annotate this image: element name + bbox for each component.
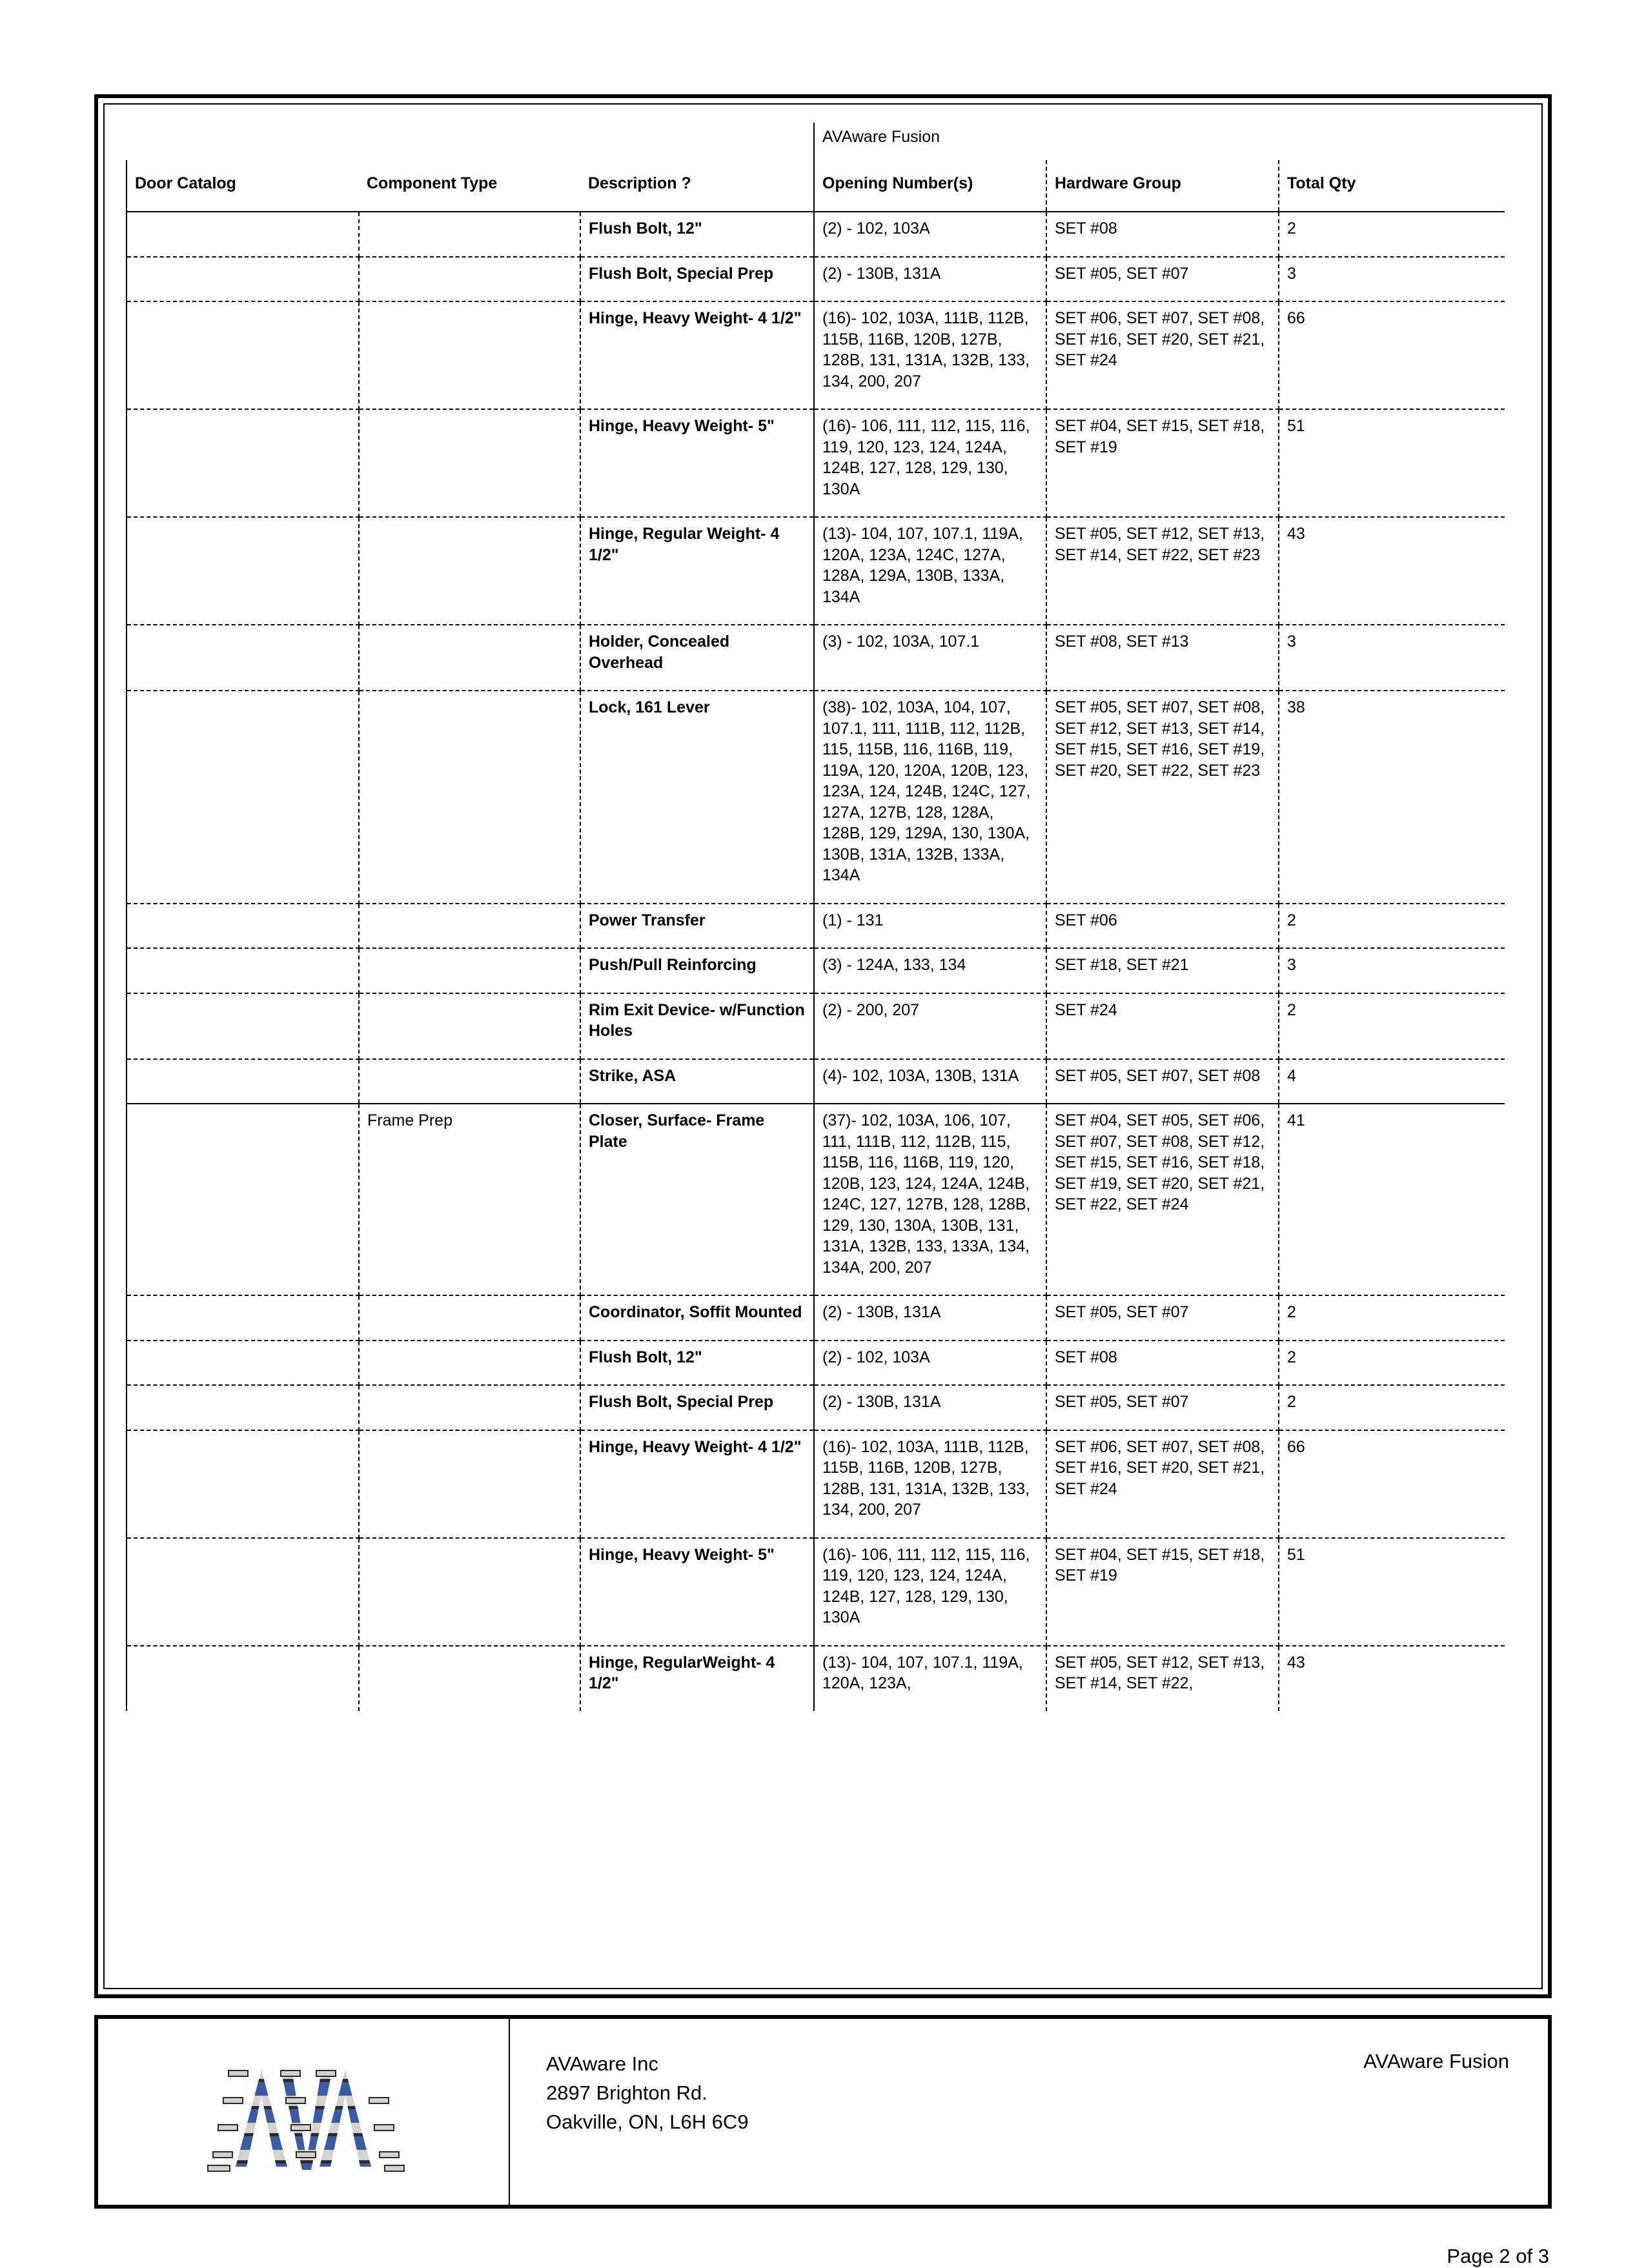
cell-door-catalog bbox=[127, 212, 359, 257]
cell-hardware-group: SET #05, SET #07 bbox=[1046, 1385, 1279, 1430]
cell-total-qty: 51 bbox=[1279, 1538, 1505, 1646]
cell-hardware-group: SET #05, SET #07, SET #08, SET #12, SET #13, SET #14, SET #15, SET #16, SET #19, SET #20, SET #22, SET #23 bbox=[1046, 691, 1279, 904]
table-row bbox=[127, 993, 1505, 1059]
cell-total-qty: 66 bbox=[1279, 1430, 1505, 1538]
cell-description: Lock, 161 Lever bbox=[580, 691, 814, 904]
cell-total-qty: 2 bbox=[1279, 904, 1505, 949]
column-header-hardware-group: Hardware Group bbox=[1046, 160, 1279, 212]
cell-door-catalog bbox=[127, 625, 359, 691]
cell-component-type bbox=[359, 904, 580, 949]
cell-hardware-group: SET #24 bbox=[1046, 993, 1279, 1059]
cell-hardware-group: SET #04, SET #05, SET #06, SET #07, SET #08, SET #12, SET #15, SET #16, SET #18, SET #19, SET #20, SET #21, SET #22, SET #24 bbox=[1046, 1104, 1279, 1295]
cell-component-type bbox=[359, 1538, 580, 1646]
cell-hardware-group: SET #05, SET #12, SET #13, SET #14, SET #22, SET #23 bbox=[1046, 517, 1279, 625]
band-spacer-4 bbox=[1046, 123, 1279, 160]
table-row bbox=[127, 257, 1505, 302]
cell-opening-numbers: (2) - 102, 103A bbox=[814, 212, 1046, 257]
cell-hardware-group: SET #05, SET #07 bbox=[1046, 257, 1279, 302]
cell-component-type bbox=[359, 517, 580, 625]
cell-opening-numbers: (16)- 106, 111, 112, 115, 116, 119, 120, 123, 124, 124A, 124B, 127, 128, 129, 130, 130A bbox=[814, 409, 1046, 517]
cell-total-qty: 51 bbox=[1279, 409, 1505, 517]
cell-component-type bbox=[359, 1341, 580, 1386]
cell-total-qty: 38 bbox=[1279, 691, 1505, 904]
avaware-logo-icon bbox=[200, 2047, 407, 2176]
cell-description: Flush Bolt, Special Prep bbox=[580, 257, 814, 302]
table-row bbox=[127, 1430, 1505, 1538]
cell-component-type bbox=[359, 257, 580, 302]
cell-description: Hinge, Heavy Weight- 4 1/2" bbox=[580, 1430, 814, 1538]
cell-door-catalog bbox=[127, 993, 359, 1059]
cell-opening-numbers: (16)- 102, 103A, 111B, 112B, 115B, 116B, 120B, 127B, 128B, 131, 131A, 132B, 133, 134, 200, 207 bbox=[814, 1430, 1046, 1538]
table-row bbox=[127, 517, 1505, 625]
report-table-container bbox=[126, 123, 1504, 1711]
cell-description: Flush Bolt, Special Prep bbox=[580, 1385, 814, 1430]
column-header-component-type: Component Type bbox=[367, 174, 498, 192]
band-spacer-3 bbox=[580, 123, 814, 160]
cell-description: Push/Pull Reinforcing bbox=[580, 948, 814, 993]
cell-description: Closer, Surface- Frame Plate bbox=[580, 1104, 814, 1295]
table-row bbox=[127, 1295, 1505, 1341]
column-header-door-catalog: Door Catalog bbox=[127, 160, 359, 212]
cell-hardware-group: SET #04, SET #15, SET #18, SET #19 bbox=[1046, 1538, 1279, 1646]
cell-component-type: Frame Prep bbox=[359, 1104, 580, 1295]
cell-door-catalog bbox=[127, 691, 359, 904]
cell-door-catalog bbox=[127, 904, 359, 949]
cell-total-qty: 3 bbox=[1279, 948, 1505, 993]
cell-hardware-group: SET #08, SET #13 bbox=[1046, 625, 1279, 691]
cell-description: Hinge, Heavy Weight- 5" bbox=[580, 1538, 814, 1646]
cell-total-qty: 2 bbox=[1279, 1385, 1505, 1430]
cell-description: Flush Bolt, 12" bbox=[580, 212, 814, 257]
column-header-opening-numbers: Opening Number(s) bbox=[814, 160, 1046, 212]
band-spacer-1 bbox=[127, 123, 359, 160]
table-header-row bbox=[127, 160, 1505, 212]
cell-opening-numbers: (37)- 102, 103A, 106, 107, 111, 111B, 112, 112B, 115, 115B, 116, 116B, 119, 120, 120B, 123, 124, 124A, 124B, 124C, 127, 127B, 128, 128B, 129, 130, 130A, 130B, 131, 131A, 132B, 133, 133A, 134, 134A, 200, 207 bbox=[814, 1104, 1046, 1295]
cell-opening-numbers: (2) - 130B, 131A bbox=[814, 1295, 1046, 1341]
footer-company-name: AVAware Inc bbox=[546, 2052, 659, 2075]
cell-total-qty: 3 bbox=[1279, 257, 1505, 302]
cell-opening-numbers: (1) - 131 bbox=[814, 904, 1046, 949]
cell-total-qty: 41 bbox=[1279, 1104, 1505, 1295]
cell-opening-numbers: (16)- 106, 111, 112, 115, 116, 119, 120, 123, 124, 124A, 124B, 127, 128, 129, 130, 130A bbox=[814, 1538, 1046, 1646]
cell-description: Strike, ASA bbox=[580, 1059, 814, 1104]
cell-hardware-group: SET #04, SET #15, SET #18, SET #19 bbox=[1046, 409, 1279, 517]
cell-component-type bbox=[359, 948, 580, 993]
cell-component-type bbox=[359, 212, 580, 257]
table-row bbox=[127, 409, 1505, 517]
band-spacer-5 bbox=[1279, 123, 1505, 160]
column-header-description: Description ? bbox=[588, 174, 691, 192]
cell-door-catalog bbox=[127, 1538, 359, 1646]
cell-opening-numbers: (2) - 130B, 131A bbox=[814, 257, 1046, 302]
table-row bbox=[127, 1385, 1505, 1430]
cell-component-type bbox=[359, 1059, 580, 1104]
cell-opening-numbers: (13)- 104, 107, 107.1, 119A, 120A, 123A, 124C, 127A, 128A, 129A, 130B, 133A, 134A bbox=[814, 517, 1046, 625]
column-header-total-qty: Total Qty bbox=[1279, 160, 1505, 212]
cell-opening-numbers: (4)- 102, 103A, 130B, 131A bbox=[814, 1059, 1046, 1104]
footer-address-line-2: Oakville, ON, L6H 6C9 bbox=[546, 2110, 749, 2133]
cell-description: Rim Exit Device- w/Function Holes bbox=[580, 993, 814, 1059]
cell-description: Hinge, Heavy Weight- 5" bbox=[580, 409, 814, 517]
cell-component-type bbox=[359, 993, 580, 1059]
cell-hardware-group: SET #18, SET #21 bbox=[1046, 948, 1279, 993]
cell-description: Flush Bolt, 12" bbox=[580, 1341, 814, 1386]
cell-opening-numbers: (3) - 124A, 133, 134 bbox=[814, 948, 1046, 993]
cell-component-type bbox=[359, 1646, 580, 1711]
cell-door-catalog bbox=[127, 948, 359, 993]
cell-total-qty: 2 bbox=[1279, 212, 1505, 257]
page-number-label: Page 2 of 3 bbox=[1447, 2245, 1549, 2267]
cell-door-catalog bbox=[127, 257, 359, 302]
footer-address-line-1: 2897 Brighton Rd. bbox=[546, 2081, 707, 2104]
table-row bbox=[127, 691, 1505, 904]
footer-text-cell bbox=[510, 2019, 1548, 2205]
cell-hardware-group: SET #05, SET #07, SET #08 bbox=[1046, 1059, 1279, 1104]
cell-component-type bbox=[359, 1385, 580, 1430]
table-band-row bbox=[127, 123, 1505, 160]
cell-total-qty: 2 bbox=[1279, 1341, 1505, 1386]
cell-door-catalog bbox=[127, 1059, 359, 1104]
cell-component-type bbox=[359, 1295, 580, 1341]
cell-description: Hinge, Regular Weight- 4 1/2" bbox=[580, 517, 814, 625]
cell-opening-numbers: (2) - 200, 207 bbox=[814, 993, 1046, 1059]
cell-opening-numbers: (2) - 102, 103A bbox=[814, 1341, 1046, 1386]
cell-description: Holder, Concealed Overhead bbox=[580, 625, 814, 691]
cell-total-qty: 66 bbox=[1279, 301, 1505, 409]
cell-door-catalog bbox=[127, 517, 359, 625]
cell-description: Hinge, Heavy Weight- 4 1/2" bbox=[580, 301, 814, 409]
cell-hardware-group: SET #06, SET #07, SET #08, SET #16, SET #20, SET #21, SET #24 bbox=[1046, 1430, 1279, 1538]
cell-hardware-group: SET #06, SET #07, SET #08, SET #16, SET #20, SET #21, SET #24 bbox=[1046, 301, 1279, 409]
table-row bbox=[127, 1646, 1505, 1711]
cell-opening-numbers: (2) - 130B, 131A bbox=[814, 1385, 1046, 1430]
cell-opening-numbers: (38)- 102, 103A, 104, 107, 107.1, 111, 111B, 112, 112B, 115, 115B, 116, 116B, 119, 119A, 120, 120A, 120B, 123, 123A, 124, 124B, 124C, 127, 127A, 127B, 128, 128A, 128B, 129, 129A, 130, 130A, 130B, 131A, 132B, 133A, 134A bbox=[814, 691, 1046, 904]
cell-opening-numbers: (16)- 102, 103A, 111B, 112B, 115B, 116B, 120B, 127B, 128B, 131, 131A, 132B, 133, 134, 200, 207 bbox=[814, 301, 1046, 409]
cell-total-qty: 2 bbox=[1279, 1295, 1505, 1341]
cell-opening-numbers: (3) - 102, 103A, 107.1 bbox=[814, 625, 1046, 691]
table-row bbox=[127, 625, 1505, 691]
cell-description: Hinge, RegularWeight- 4 1/2" bbox=[580, 1646, 814, 1711]
page-footer bbox=[94, 2015, 1552, 2209]
cell-door-catalog bbox=[127, 409, 359, 517]
footer-logo-cell bbox=[98, 2019, 510, 2205]
cell-door-catalog bbox=[127, 1295, 359, 1341]
cell-hardware-group: SET #05, SET #12, SET #13, SET #14, SET #22, bbox=[1046, 1646, 1279, 1711]
cell-component-type bbox=[359, 625, 580, 691]
table-row bbox=[127, 1341, 1505, 1386]
table-row bbox=[127, 212, 1505, 257]
table-row bbox=[127, 301, 1505, 409]
cell-door-catalog bbox=[127, 1104, 359, 1295]
table-row bbox=[127, 1538, 1505, 1646]
cell-total-qty: 43 bbox=[1287, 1653, 1305, 1672]
cell-description: Power Transfer bbox=[580, 904, 814, 949]
system-name-label: AVAware Fusion bbox=[814, 123, 1046, 160]
cell-total-qty: 43 bbox=[1279, 517, 1505, 625]
cell-total-qty: 2 bbox=[1279, 993, 1505, 1059]
cell-component-type bbox=[359, 691, 580, 904]
cell-component-type bbox=[359, 301, 580, 409]
cell-hardware-group: SET #08 bbox=[1046, 1341, 1279, 1386]
table-row bbox=[127, 1059, 1505, 1104]
table-row bbox=[127, 1104, 1505, 1295]
footer-product-label: AVAware Fusion bbox=[1363, 2050, 1509, 2072]
hardware-schedule-table bbox=[126, 123, 1505, 1711]
cell-door-catalog bbox=[127, 1646, 359, 1711]
table-row bbox=[127, 904, 1505, 949]
cell-door-catalog bbox=[127, 1385, 359, 1430]
cell-door-catalog bbox=[127, 301, 359, 409]
footer-address-block bbox=[546, 2050, 749, 2205]
band-spacer-2 bbox=[359, 123, 580, 160]
cell-total-qty: 4 bbox=[1279, 1059, 1505, 1104]
cell-door-catalog bbox=[127, 1341, 359, 1386]
cell-component-type bbox=[359, 1430, 580, 1538]
cell-hardware-group: SET #08 bbox=[1046, 212, 1279, 257]
cell-hardware-group: SET #06 bbox=[1046, 904, 1279, 949]
cell-description: Coordinator, Soffit Mounted bbox=[580, 1295, 814, 1341]
cell-component-type bbox=[359, 409, 580, 517]
cell-hardware-group: SET #05, SET #07 bbox=[1046, 1295, 1279, 1341]
cell-opening-numbers: (13)- 104, 107, 107.1, 119A, 120A, 123A, bbox=[814, 1646, 1046, 1711]
cell-door-catalog bbox=[127, 1430, 359, 1538]
cell-total-qty: 3 bbox=[1279, 625, 1505, 691]
table-row bbox=[127, 948, 1505, 993]
